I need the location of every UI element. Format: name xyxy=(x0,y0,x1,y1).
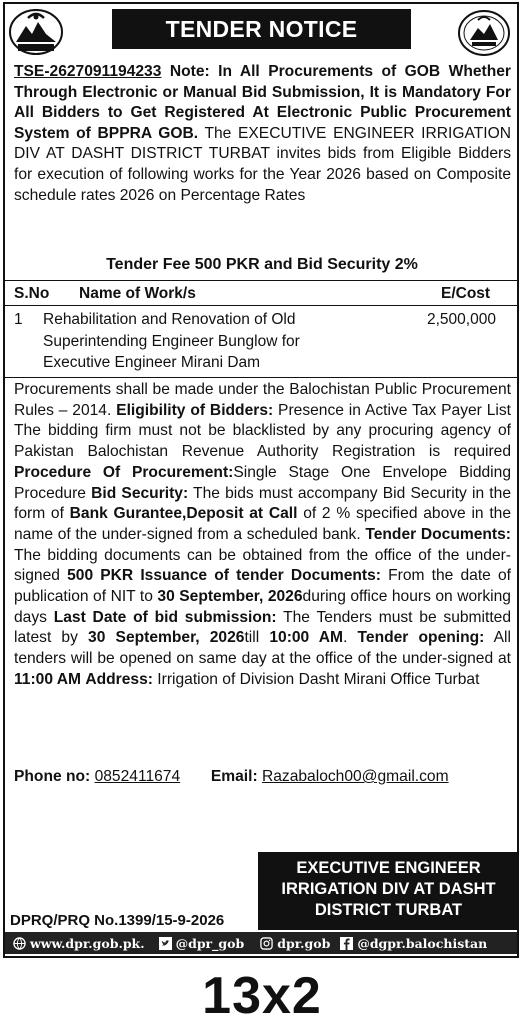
signature-line: IRRIGATION DIV AT DASHT xyxy=(281,880,496,898)
footer-twitter[interactable] xyxy=(159,936,245,951)
intro-paragraph xyxy=(14,62,511,206)
twitter-icon xyxy=(159,937,172,950)
phone-label: Phone no: xyxy=(14,768,91,785)
body-text-run: . xyxy=(343,629,358,647)
procurement-details xyxy=(14,380,511,691)
footer-website-text: www.dpr.gob.pk. xyxy=(30,935,145,951)
body-label: Bank Gurantee,Deposit at Call xyxy=(69,505,298,523)
header-work-name: Name of Work/s xyxy=(79,285,196,302)
contact-line xyxy=(14,768,449,786)
page-title: TENDER NOTICE xyxy=(112,9,411,49)
body-label: 30 September, 2026 xyxy=(88,629,245,647)
body-label: Eligibility of Bidders: xyxy=(116,401,274,419)
signature-line: EXECUTIVE ENGINEER xyxy=(296,859,481,877)
body-label: Address: xyxy=(85,670,153,688)
work-name-line: Rehabilitation and Renovation of Old xyxy=(43,311,296,328)
email-link[interactable]: Razabaloch00@gmail.com xyxy=(261,768,449,785)
body-label: Last Date of bid submission: xyxy=(53,608,277,626)
body-text-run: Presence in Active Tax Payer List The bidding firm must not be blacklisted by any procuring agency of Pakistan Balochistan Revenue Authority Registration is required xyxy=(14,401,511,461)
table-top-rule xyxy=(5,280,517,281)
phone-number[interactable]: 0852411674 xyxy=(94,768,181,785)
body-text-run: of 2 % specified above in the name of the under-signed from a scheduled bank. xyxy=(14,505,511,543)
email-label: Email: xyxy=(210,768,258,785)
body-label: 10:00 AM xyxy=(269,629,344,647)
footer-facebook[interactable] xyxy=(340,936,487,951)
footer-twitter-text: @dpr_gob xyxy=(175,935,245,951)
body-text-run: Single Stage One Envelope Bidding Procedure xyxy=(14,463,511,502)
tse-number: TSE-2627091194233 xyxy=(14,63,162,80)
tender-fee-line: Tender Fee 500 PKR and Bid Security 2% xyxy=(106,256,418,273)
intro-text: The EXECUTIVE ENGINEER IRRIGATION DIV AT DASHT DISTRICT TURBAT invites bids from Eligible Bidders for execution of following works for the Year 2026 based on Composite schedule rates 2026 on Percentage Rates xyxy=(14,124,511,204)
header-estimated-cost: E/Cost xyxy=(441,285,491,302)
body-text-run: The bidding documents can be obtained from the office of the under-signed xyxy=(14,546,511,585)
signature-block xyxy=(258,852,519,930)
work-name-line: Superintending Engineer Bunglow for xyxy=(43,332,300,350)
footer-instagram[interactable] xyxy=(260,936,330,951)
footer-facebook-text: @dgpr.balochistan xyxy=(357,935,488,951)
body-text-run: The Tenders must be submitted latest by xyxy=(14,608,512,647)
body-label: 11:00 AM xyxy=(14,670,82,688)
social-footer xyxy=(5,932,517,954)
body-text-run: The bids must accompany Bid Security in the form of xyxy=(14,484,511,523)
balochistan-seal-logo xyxy=(456,8,512,58)
government-emblem-logo xyxy=(8,8,64,58)
dprq-reference: DPRQ/PRQ No.1399/15-9-2026 xyxy=(10,912,225,929)
row-work-name xyxy=(43,309,413,374)
body-text-run: during office hours on working days xyxy=(14,588,511,626)
registration-note: Note: In All Procurements of GOB Whether Through Electronic or Manual Bid Submission, It is Mandatory For All Bidders to Get Registered At Electronic Public Procurement System of BPPRA GOB. xyxy=(14,63,511,142)
globe-icon xyxy=(13,937,26,950)
body-text-run: Procurements shall be made under the Balochistan Public Procurement Rules – 2014. xyxy=(14,381,511,419)
body-text-run: Irrigation of Division Dasht Mirani Office Turbat xyxy=(152,670,480,688)
body-label: 500 PKR Issuance of tender Documents: xyxy=(67,567,381,585)
row-sno: 1 xyxy=(14,311,23,328)
signature-line: DISTRICT TURBAT xyxy=(314,901,463,919)
work-name-line: Executive Engineer Mirani Dam xyxy=(43,354,261,371)
body-label: Bid Security: xyxy=(91,484,189,502)
body-label: Tender Documents: xyxy=(365,525,511,543)
footer-website[interactable] xyxy=(13,936,145,951)
body-label: Procedure Of Procurement: xyxy=(14,463,234,481)
body-label: 30 September, 2026 xyxy=(157,588,303,606)
table-bottom-rule xyxy=(5,377,517,378)
instagram-icon xyxy=(260,937,273,950)
footer-instagram-text: dpr.gob xyxy=(277,935,331,951)
header-sno: S.No xyxy=(14,285,50,302)
body-label: Tender opening: xyxy=(357,629,485,647)
ad-size-label: 13x2 xyxy=(202,967,322,1025)
body-text-run: From the date of publication of NIT to xyxy=(14,567,511,606)
row-cost: 2,500,000 xyxy=(427,311,496,328)
facebook-icon xyxy=(340,937,353,950)
body-text-run: till xyxy=(244,629,270,647)
body-text-run: All tenders will be opened on same day at the office of the under-signed at xyxy=(14,629,511,668)
table-header-rule xyxy=(5,305,517,306)
